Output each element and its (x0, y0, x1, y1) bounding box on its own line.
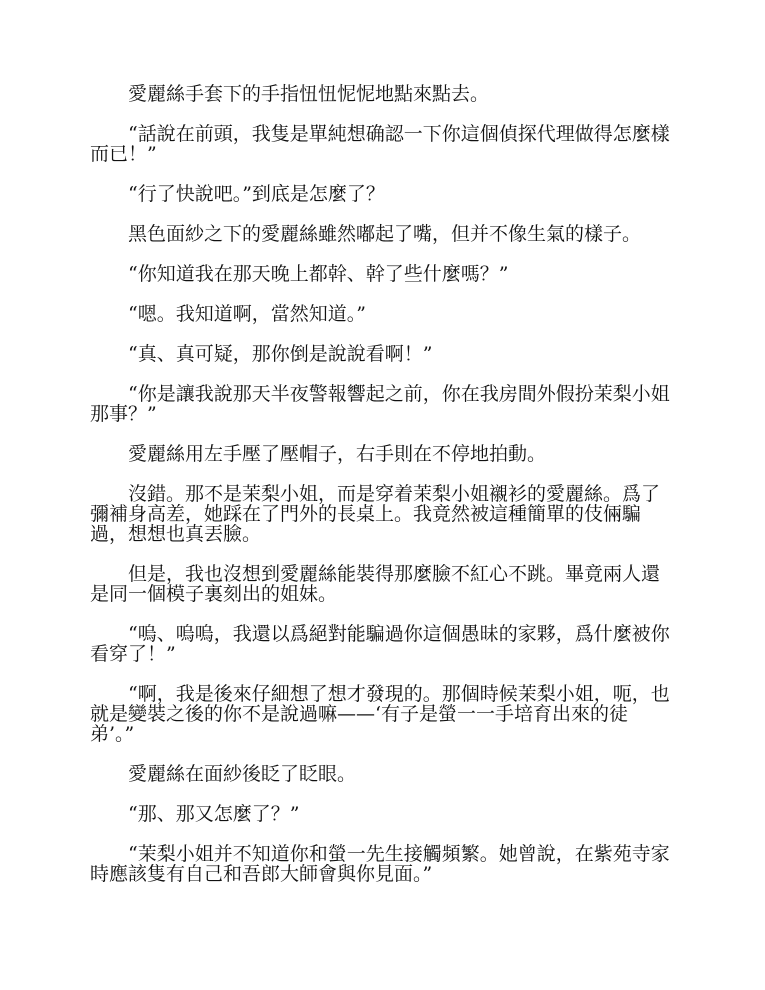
paragraph-15: “那、那又怎麼了？” (128, 803, 300, 825)
paragraph-2: “話說在前頭，我隻是單純想确認一下你這個偵探代理做得怎麼樣而已！” (90, 123, 670, 165)
paragraph-13: “啊，我是後來仔細想了想才發現的。那個時候茉梨小姐，呃，也就是變裝之後的你不是說過嘛——‘有子是螢一一手培育出來的徒弟’。” (90, 683, 670, 745)
paragraph-4: 黑色面紗之下的愛麗絲雖然嘟起了嘴，但并不像生氣的樣子。 (128, 223, 642, 245)
paragraph-7: “真、真可疑，那你倒是說說看啊！” (128, 343, 433, 365)
paragraph-3: “行了快說吧。”到底是怎麼了？ (128, 183, 385, 205)
paragraph-12: “嗚、嗚嗚，我還以爲絕對能騙過你這個愚昧的家夥，爲什麼被你看穿了！” (90, 623, 670, 665)
paragraph-9: 愛麗絲用左手壓了壓帽子，右手則在不停地拍動。 (128, 443, 547, 465)
paragraph-14: 愛麗絲在面紗後眨了眨眼。 (128, 763, 357, 785)
paragraph-1: 愛麗絲手套下的手指忸忸怩怩地點來點去。 (128, 83, 490, 105)
paragraph-10: 沒錯。那不是茉梨小姐，而是穿着茉梨小姐襯衫的愛麗絲。爲了彌補身高差，她踩在了門外的長桌上。我竟然被這種簡單的伎倆騙過，想想也真丟臉。 (90, 483, 661, 545)
paragraph-16: “茉梨小姐并不知道你和螢一先生接觸頻繁。她曾說，在紫苑寺家時應該隻有自己和吾郎大師會與你見面。” (90, 843, 670, 885)
body-text (90, 84, 670, 904)
paragraph-5: “你知道我在那天晚上都幹、幹了些什麼嗎？” (128, 263, 509, 285)
paragraph-8: “你是讓我說那天半夜警報響起之前，你在我房間外假扮茉梨小姐那事？” (90, 383, 670, 425)
paragraph-6: “嗯。我知道啊，當然知道。” (128, 303, 366, 325)
paragraph-11: 但是，我也沒想到愛麗絲能裝得那麼臉不紅心不跳。畢竟兩人還是同一個模子裏刻出的姐妹。 (90, 563, 661, 605)
